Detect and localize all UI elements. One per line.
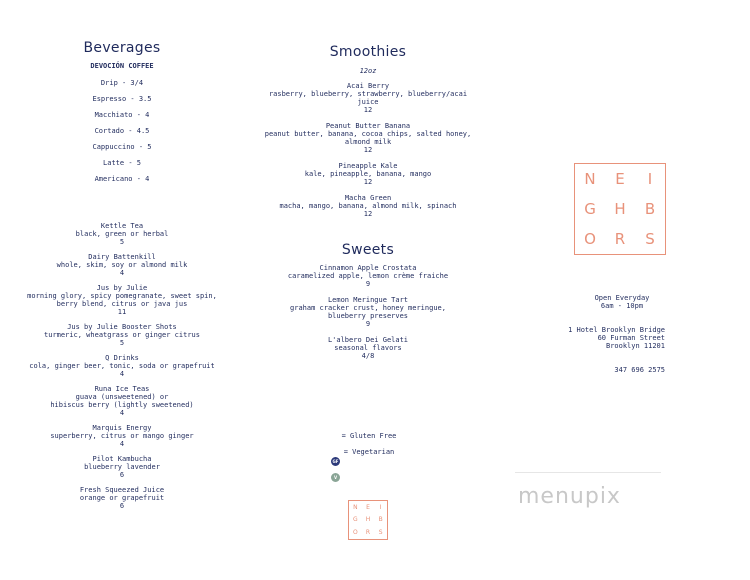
menu-item [22,455,222,479]
menu-item-price: 9 [365,320,371,328]
menu-item-desc: kale, pineapple, banana, mango [304,170,432,178]
logo-letter: S [645,230,655,248]
logo-letter: E [615,170,625,188]
menu-item-desc: whole, skim, soy or almond milk [56,261,188,269]
logo-letter: R [365,529,371,537]
menu-item-price: 12 [363,178,373,186]
address-line-1: 1 Hotel Brooklyn Bridge [568,326,665,334]
menu-item-price: 6 [119,502,125,510]
menu-item-desc: berry blend, citrus or java jus [56,300,188,308]
logo-letter: N [584,170,596,188]
menu-item [22,424,222,448]
menu-item [258,264,478,288]
menu-item-desc: guava (unsweetened) or [75,393,169,401]
menu-item [258,162,478,186]
logo-letter: E [366,503,370,511]
menu-item-name: Marquis Energy [92,424,152,432]
menu-item-name: Pineapple Kale [338,162,398,170]
logo-letter: O [352,529,358,537]
menu-item-desc: blueberry lavender [84,463,160,471]
menu-item [258,122,478,154]
menu-item-desc: peanut butter, banana, cocoa chips, salted honey, [264,130,472,138]
menu-item-name: Cinnamon Apple Crostata [319,264,417,272]
menu-item-desc: blueberry preserves [327,312,409,320]
menu-item-desc: turmeric, wheatgrass or ginger citrus [44,331,200,339]
menu-item [22,284,222,316]
logo-letter: R [614,230,626,248]
menu-item-desc: rasberry, blueberry, strawberry, blueberry/acai [268,90,468,98]
logo-letter: H [365,516,371,524]
menu-item-desc: cola, ginger beer, tonic, soda or grapefruit [29,362,215,370]
menu-item-price: 12 [363,146,373,154]
logo-letter: B [644,200,656,218]
menu-item-name: Runa Ice Teas [94,385,150,393]
coffee-item: Espresso - 3.5 [92,95,152,103]
menu-item-price: 4/8 [361,352,375,360]
address-line-2: 60 Furman Street [597,334,665,342]
menu-item-desc: superberry, citrus or mango ginger [50,432,194,440]
menu-item-desc: graham cracker crust, honey meringue, [290,304,446,312]
menu-item-name: Kettle Tea [100,222,144,230]
coffee-section [47,62,197,183]
menu-item-name: Peanut Butter Banana [325,122,411,130]
address-block [560,326,665,350]
menu-item [258,296,478,328]
phone-number: 347 696 2575 [614,366,665,374]
menu-item-name: L'albero Dei Gelati [327,336,409,344]
neighbors-logo-small [348,500,388,540]
menu-item-price: 4 [119,370,125,378]
menu-item-price: 4 [119,440,125,448]
menu-item-name: Fresh Squeezed Juice [79,486,165,494]
menu-item-desc: morning glory, spicy pomegranate, sweet spin, [27,292,217,300]
sweet-items [258,264,478,360]
logo-letter: N [353,503,358,511]
menu-item-price: 4 [119,269,125,277]
menu-item-price: 11 [117,308,127,316]
logo-letter: I [379,503,382,511]
menu-item-desc: orange or grapefruit [79,494,165,502]
hours-block [580,294,664,310]
coffee-item: Latte - 5 [103,159,141,167]
coffee-item: Cappuccino - 5 [92,143,152,151]
logo-letter: G [353,516,358,524]
menu-item-price: 5 [119,238,125,246]
menu-item [22,354,222,378]
hours-value: 6am - 10pm [600,302,644,310]
menu-item-desc: caramelized apple, lemon crème fraiche [287,272,449,280]
menu-item [258,336,478,360]
menu-item-name: Jus by Julie [96,284,148,292]
watermark-divider [515,472,661,473]
menu-item-desc: almond milk [344,138,392,146]
sweets-title: Sweets [341,242,395,258]
coffee-item: Cortado - 4.5 [94,127,150,135]
smoothie-size: 12oz [359,67,377,75]
menu-item-desc: juice [357,98,379,106]
beverages-title: Beverages [83,40,161,56]
menu-item [22,486,222,510]
hours-title: Open Everyday [594,294,650,302]
logo-letter: G [584,200,596,218]
logo-letter: H [614,200,626,218]
menu-item-price: 6 [119,471,125,479]
menu-item [258,194,478,218]
menu-item-name: Macha Green [344,194,392,202]
menu-item-price: 5 [119,339,125,347]
menu-item-price: 12 [363,210,373,218]
neighbors-logo [574,163,666,255]
menu-item-name: Lemon Meringue Tart [327,296,409,304]
coffee-item: Macchiato - 4 [94,111,150,119]
menu-item-desc: black, green or herbal [75,230,169,238]
menu-item [22,253,222,277]
menupix-watermark: menupix [518,484,621,509]
menu-item-name: Pilot Kambucha [92,455,152,463]
beverage-items [22,222,222,510]
menu-item-desc: macha, mango, banana, almond milk, spinach [279,202,457,210]
menu-item-desc: seasonal flavors [334,344,402,352]
menu-item-desc: hibiscus berry (lightly sweetened) [50,401,194,409]
menu-item [22,222,222,246]
smoothies-title: Smoothies [329,44,407,60]
smoothie-items [258,82,478,218]
menu-item-price: 4 [119,409,125,417]
logo-letter: I [647,170,653,188]
coffee-list [47,79,197,183]
logo-letter: B [378,516,383,524]
gluten-free-icon: GF [332,459,339,464]
gluten-free-legend: = Gluten Free [341,432,397,440]
menu-item [22,385,222,417]
vegetarian-icon: V [331,473,340,482]
vegetarian-legend: = Vegetarian [343,448,395,456]
menu-item-name: Acai Berry [346,82,390,90]
logo-letter: O [584,230,596,248]
menu-item-price: 12 [363,106,373,114]
address-line-3: Brooklyn 11201 [605,342,665,350]
coffee-subtitle: DEVOCIÓN COFFEE [90,62,154,70]
menu-item [258,82,478,114]
coffee-item: Drip - 3/4 [100,79,144,87]
menu-item-name: Jus by Julie Booster Shots [67,323,177,331]
menu-item-name: Q Drinks [105,354,139,362]
menu-item [22,323,222,347]
logo-letter: S [378,529,383,537]
menu-item-price: 9 [365,280,371,288]
menu-item-name: Dairy Battenkill [88,253,156,261]
coffee-item: Americano - 4 [94,175,150,183]
